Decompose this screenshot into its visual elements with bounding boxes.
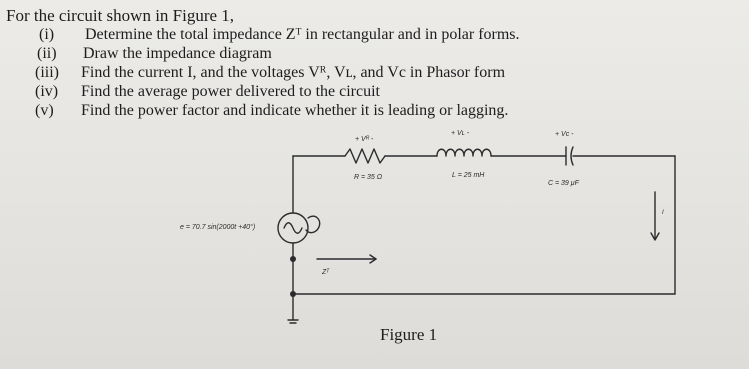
item-text: Find the average power delivered to the circuit [81,83,380,100]
resistor-symbol [345,149,385,163]
inductor-value-label: L = 25 mH [452,172,485,179]
item-number: (v) [35,102,54,119]
source-label: e = 70.7 sin(2000t +40°) [180,224,256,231]
item-text: Draw the impedance diagram [83,45,272,62]
ground-symbol [288,320,298,323]
item-text: Find the power factor and indicate whether it is leading or lagging. [81,102,509,119]
resistor-value-label: R = 35 Ω [354,174,383,181]
inductor-symbol [437,149,491,156]
current-label: I [662,210,664,216]
impedance-label: Zᵀ [322,269,330,276]
capacitor-value-label: C = 39 μF [548,180,579,187]
junction-dot [290,256,296,262]
item-number: (ii) [37,45,57,62]
figure-caption: Figure 1 [380,325,438,344]
item-text: Find the current I, and the voltages Vᴿ, Vʟ, and Vc in Phasor form [81,64,506,81]
ac-source-wave [284,223,302,234]
resistor-voltage-label: + Vᴿ - [355,136,374,143]
junction-dot [290,291,296,297]
question-title: For the circuit shown in Figure 1, [6,6,235,25]
item-number: (i) [39,26,55,43]
item-text: Determine the total impedance Zᵀ in rectangular and in polar forms. [85,26,520,43]
item-number: (iv) [35,83,59,100]
capacitor-voltage-label: + Vc - [555,131,574,138]
inductor-voltage-label: + Vʟ - [451,130,470,137]
item-number: (iii) [35,64,59,81]
